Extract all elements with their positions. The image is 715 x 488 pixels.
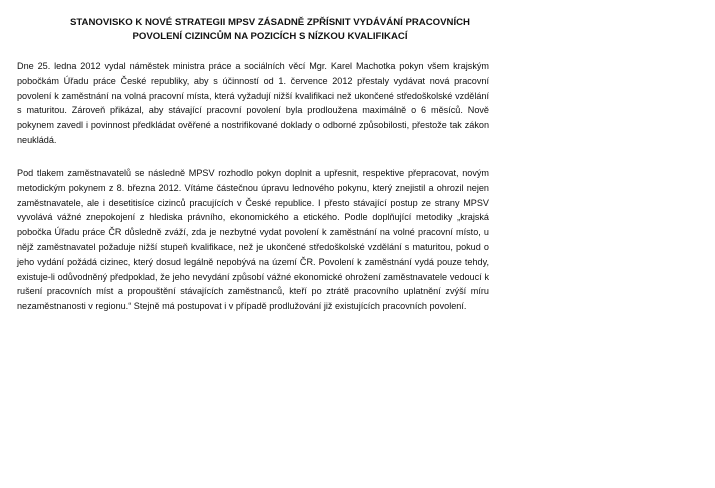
paragraph-2: Pod tlakem zaměstnavatelů se následně MPSV rozhodlo pokyn doplnit a upřesnit, respektive přepracovat, novým metodickým pokynem z 8. března 2012. Vítáme částečnou úpravu lednového pokynu, který znejistil a ohrozil nejen zaměstnavatele, ale i desetitisíce cizinců pracujících v České republice. I přesto stávající postup ze strany MPSV vyvolává vážné znepokojení z hlediska právního, ekonomického a etického. Podle doplňující metodiky „krajská pobočka Úřadu práce ČR důsledně zváží, zda je nezbytné vydat povolení k zaměstnání na volné pracovní místo, u nějž zaměstnavatel požaduje nižší stupeň kvalifikace, než je ukončené středoškolské vzdělání s maturitou, pokud o jeho vydání požádá cizinec, který dosud legálně nepobývá na území ČR. Povolení k zaměstnání vydá pouze tehdy, existuje-li odůvodněný předpoklad, že jeho nevydání způsobí vážné ekonomické ohrožení zaměstnavatele vedoucí k rušení pracovních míst a propouštění stávajících zaměstnanců, kteří po ztrátě pracovního uplatnění zvýší míru nezaměstnanosti v regionu.“ Stejně má postupovat i v případě prodlužování již existujících pracovních povolení. (17, 168, 489, 312)
document-title-line-1: STANOVISKO K NOVÉ STRATEGII MPSV ZÁSADNĚ ZPŘÍSNIT VYDÁVÁNÍ PRACOVNÍCH (70, 17, 470, 28)
document-title-line-2: POVOLENÍ CIZINCŮM NA POZICÍCH S NÍZKOU KVALIFIKACÍ (132, 31, 408, 42)
document-title (20, 16, 520, 44)
paragraph-1: Dne 25. ledna 2012 vydal náměstek ministra práce a sociálních věcí Mgr. Karel Machotka pokyn všem krajským pobočkám Úřadu práce České republiky, aby s účinností od 1. července 2012 přestaly vydávat nová pracovní povolení k zaměstnání na volná pracovní místa, která vyžadují nižší kvalifikaci než ukončené středoškolské vzdělání s maturitou. Zároveň přikázal, aby stávající pracovní povolení byla prodloužena maximálně o 6 měsíců. Nově pokynem zavedl i povinnost předkládat ověřené a nostrifikované doklady o odborné způsobilosti, přestože tak zákon neukládá. (17, 61, 489, 145)
